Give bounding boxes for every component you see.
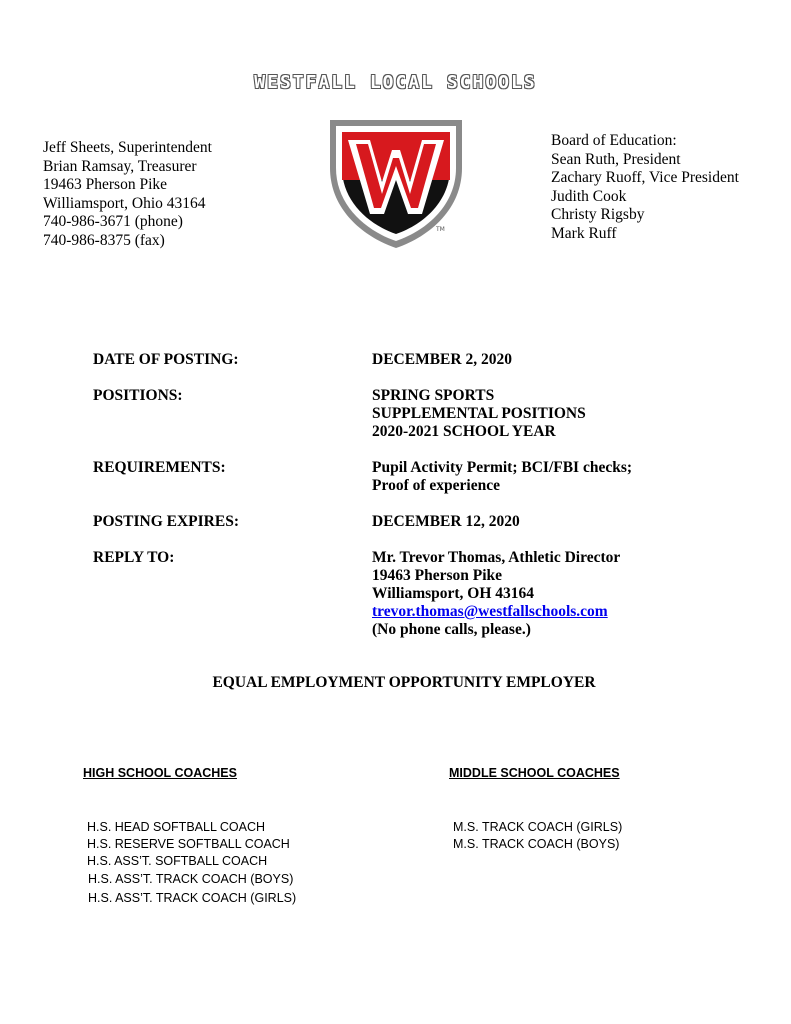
positions-label: POSITIONS: <box>93 387 183 404</box>
hs-position-item: H.S. ASS’T. TRACK COACH (GIRLS) <box>88 891 297 905</box>
middle-school-coaches-heading: MIDDLE SCHOOL COACHES <box>449 766 620 780</box>
reply-note: (No phone calls, please.) <box>372 621 531 638</box>
positions-value <box>372 387 586 441</box>
requirements-value <box>372 459 632 495</box>
fax-line: 740-986-8375 (fax) <box>43 231 165 249</box>
posting-expires-value: DECEMBER 12, 2020 <box>372 513 520 530</box>
board-member: Judith Cook <box>551 187 627 205</box>
board-member: Mark Ruff <box>551 224 617 242</box>
board-of-education-block <box>551 132 739 243</box>
board-member: Christy Rigsby <box>551 206 645 223</box>
requirements-line: Pupil Activity Permit; BCI/FBI checks; <box>372 459 633 476</box>
date-of-posting-value: DECEMBER 2, 2020 <box>372 351 512 368</box>
reply-to-value <box>372 549 620 639</box>
hs-position-item: H.S. RESERVE SOFTBALL COACH <box>87 837 290 851</box>
westfall-shield-logo <box>326 118 466 250</box>
board-member-vice-president: Zachary Ruoff, Vice President <box>551 169 739 186</box>
superintendent-line: Jeff Sheets, Superintendent <box>43 139 212 156</box>
street-address-line: 19463 Pherson Pike <box>43 176 167 193</box>
requirements-line: Proof of experience <box>372 477 500 494</box>
administration-block <box>43 139 212 250</box>
eeo-statement: EQUAL EMPLOYMENT OPPORTUNITY EMPLOYER <box>212 674 596 691</box>
reply-city: Williamsport, OH 43164 <box>372 585 535 602</box>
reply-contact-name: Mr. Trevor Thomas, Athletic Director <box>372 549 621 566</box>
ms-position-item: M.S. TRACK COACH (BOYS) <box>453 837 620 851</box>
positions-line: SPRING SPORTS <box>372 387 495 404</box>
hs-position-item: H.S. ASS’T. TRACK COACH (BOYS) <box>88 872 294 886</box>
positions-line: SUPPLEMENTAL POSITIONS <box>372 405 586 422</box>
treasurer-line: Brian Ramsay, Treasurer <box>43 157 197 175</box>
phone-line: 740-986-3671 (phone) <box>43 213 183 230</box>
date-of-posting-label: DATE OF POSTING: <box>93 351 239 368</box>
reply-to-label: REPLY TO: <box>93 549 175 566</box>
positions-line: 2020-2021 SCHOOL YEAR <box>372 423 556 440</box>
hs-position-item: H.S. ASS’T. SOFTBALL COACH <box>87 854 268 868</box>
hs-position-item: H.S. HEAD SOFTBALL COACH <box>87 820 266 834</box>
district-title: WESTFALL LOCAL SCHOOLS <box>254 72 537 93</box>
requirements-label: REQUIREMENTS: <box>93 459 226 476</box>
city-state-zip-line: Williamsport, Ohio 43164 <box>43 194 206 212</box>
reply-email-link[interactable]: trevor.thomas@westfallschools.com <box>372 603 608 620</box>
trademark-symbol: TM <box>436 226 445 233</box>
board-heading: Board of Education: <box>551 132 677 149</box>
reply-street: 19463 Pherson Pike <box>372 567 503 584</box>
high-school-coaches-heading: HIGH SCHOOL COACHES <box>83 766 237 780</box>
posting-expires-label: POSTING EXPIRES: <box>93 513 239 530</box>
board-member-president: Sean Ruth, President <box>551 150 681 168</box>
ms-position-item: M.S. TRACK COACH (GIRLS) <box>453 820 623 834</box>
